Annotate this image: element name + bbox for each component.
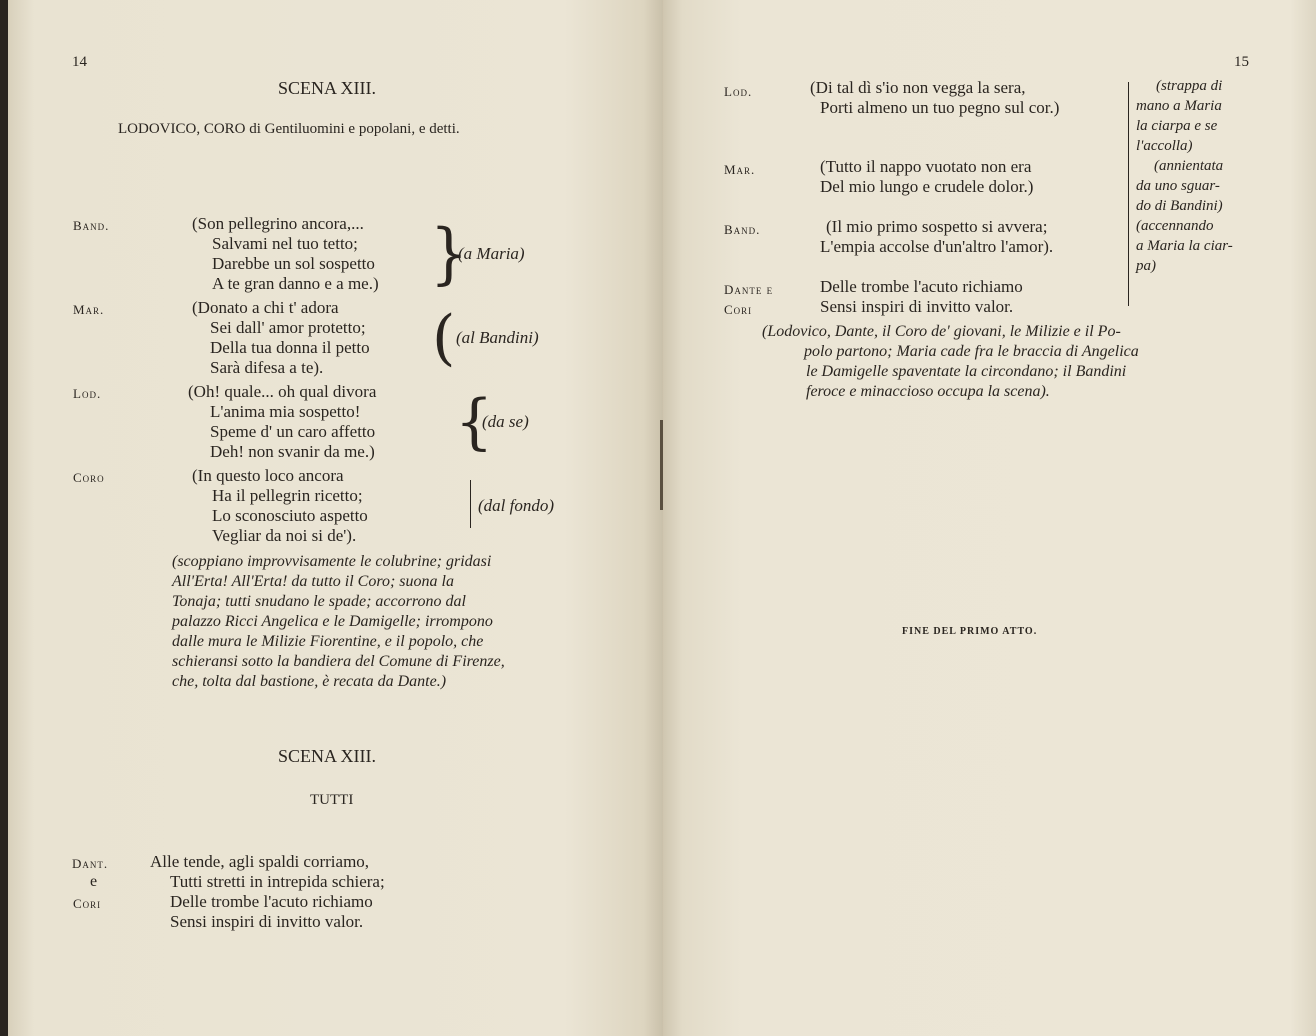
brace-icon [1128, 82, 1129, 306]
speaker-e: e [90, 873, 98, 890]
speaker-coro: Coro [73, 470, 105, 485]
scene-title: SCENA XIII. [278, 78, 376, 98]
brace-icon: { [455, 387, 494, 457]
scene-title: SCENA XIII. [278, 746, 376, 766]
speaker-cori: Cori [724, 302, 753, 317]
verse-line: Sarà difesa a te). [210, 358, 324, 377]
speaker-dante: Dante e [724, 282, 774, 297]
aside: (dal fondo) [478, 496, 555, 515]
stage-direction-line: palazzo Ricci Angelica e le Damigelle; irrompono [172, 613, 493, 630]
verse-line: Salvami nel tuo tetto; [212, 234, 358, 253]
verse-line: (Di tal dì s'io non vegga la sera, [810, 78, 1026, 97]
speaker-cori: Cori [73, 896, 102, 911]
side-note: l'accolla) [1136, 138, 1193, 154]
right-page-number: 15 [1234, 54, 1249, 70]
side-note: (annientata [1154, 158, 1224, 174]
verse-line: Tutti stretti in intrepida schiera; [170, 872, 385, 891]
speaker-dant: Dant. [72, 856, 109, 871]
characters-line: LODOVICO, CORO di Gentiluomini e popolani, e detti. [118, 121, 460, 137]
verse-line: (Oh! quale... oh qual divora [188, 382, 377, 401]
aside: (a Maria) [458, 244, 525, 263]
side-note: da uno sguar- [1136, 178, 1220, 194]
speaker-lod: Lod. [73, 386, 102, 401]
stage-direction-line: polo partono; Maria cade fra le braccia di Angelica [804, 343, 1139, 360]
verse-line: Delle trombe l'acuto richiamo [820, 277, 1023, 296]
verse-line: L'empia accolse d'un'altro l'amor). [820, 237, 1054, 256]
verse-line: Ha il pellegrin ricetto; [212, 486, 363, 505]
verse-line: L'anima mia sospetto! [210, 402, 361, 421]
verse-line: Lo sconosciuto aspetto [212, 506, 368, 525]
brace-icon [470, 480, 471, 528]
side-note: do di Bandini) [1136, 198, 1223, 214]
side-note: a Maria la ciar- [1136, 238, 1233, 254]
speaker-lod: Lod. [724, 84, 753, 99]
stage-direction-line: (Lodovico, Dante, il Coro de' giovani, le Milizie e il Po- [762, 323, 1121, 340]
verse-line: (Tutto il nappo vuotato non era [820, 157, 1032, 176]
side-note: (strappa di [1156, 78, 1223, 94]
verse-line: (Donato a chi t' adora [192, 298, 339, 317]
verse-line: Sensi inspiri di invitto valor. [170, 912, 364, 931]
verse-line: (Son pellegrino ancora,... [192, 214, 364, 233]
verse-line: A te gran danno e a me.) [212, 274, 379, 293]
verse-line: Sei dall' amor protetto; [210, 318, 366, 337]
verse-line: Del mio lungo e crudele dolor.) [820, 177, 1034, 196]
speaker-mar: Mar. [724, 162, 756, 177]
verse-line: (Il mio primo sospetto si avvera; [826, 217, 1048, 236]
stage-direction-line: Tonaja; tutti snudano le spade; accorrono dal [172, 593, 466, 610]
stage-direction-line: feroce e minaccioso occupa la scena). [806, 383, 1050, 400]
verse-line: Sensi inspiri di invitto valor. [820, 297, 1014, 316]
aside: (da se) [482, 412, 529, 431]
book-gutter [660, 420, 663, 510]
verse-line: Speme d' un caro affetto [210, 422, 376, 441]
verse-line: Alle tende, agli spaldi corriamo, [150, 852, 370, 871]
stage-direction-line: che, tolta dal bastione, è recata da Dante.) [172, 673, 447, 690]
stage-direction-line: le Damigelle spaventate la circondano; il Bandini [806, 363, 1127, 380]
side-note: la ciarpa e se [1136, 118, 1218, 134]
speaker-mar: Mar. [73, 302, 105, 317]
verse-line: Porti almeno un tuo pegno sul cor.) [820, 98, 1060, 117]
tutti-heading: TUTTI [310, 792, 354, 808]
speaker-band: Band. [73, 218, 110, 233]
side-note: pa) [1136, 258, 1156, 274]
stage-direction-line: (scoppiano improvvisamente le colubrine; gridasi [172, 553, 492, 570]
side-note: (accennando [1136, 218, 1214, 234]
brace-icon: ( [432, 303, 456, 373]
stage-direction-line: All'Erta! All'Erta! da tutto il Coro; suona la [172, 573, 454, 590]
stage-direction-line: dalle mura le Milizie Fiorentine, e il popolo, che [172, 633, 484, 650]
aside: (al Bandini) [456, 328, 539, 347]
speaker-band: Band. [724, 222, 761, 237]
stage-direction-line: schieransi sotto la bandiera del Comune di Firenze, [172, 653, 505, 670]
verse-line: Vegliar da noi si de'). [212, 526, 357, 545]
verse-line: Deh! non svanir da me.) [210, 442, 375, 461]
verse-line: Darebbe un sol sospetto [212, 254, 375, 273]
side-note: mano a Maria [1136, 98, 1222, 114]
brace-icon: } [430, 215, 469, 293]
left-page-number: 14 [72, 54, 87, 70]
end-of-act: FINE DEL PRIMO ATTO. [902, 626, 1038, 637]
verse-line: Delle trombe l'acuto richiamo [170, 892, 373, 911]
verse-line: Della tua donna il petto [210, 338, 370, 357]
verse-line: (In questo loco ancora [192, 466, 344, 485]
